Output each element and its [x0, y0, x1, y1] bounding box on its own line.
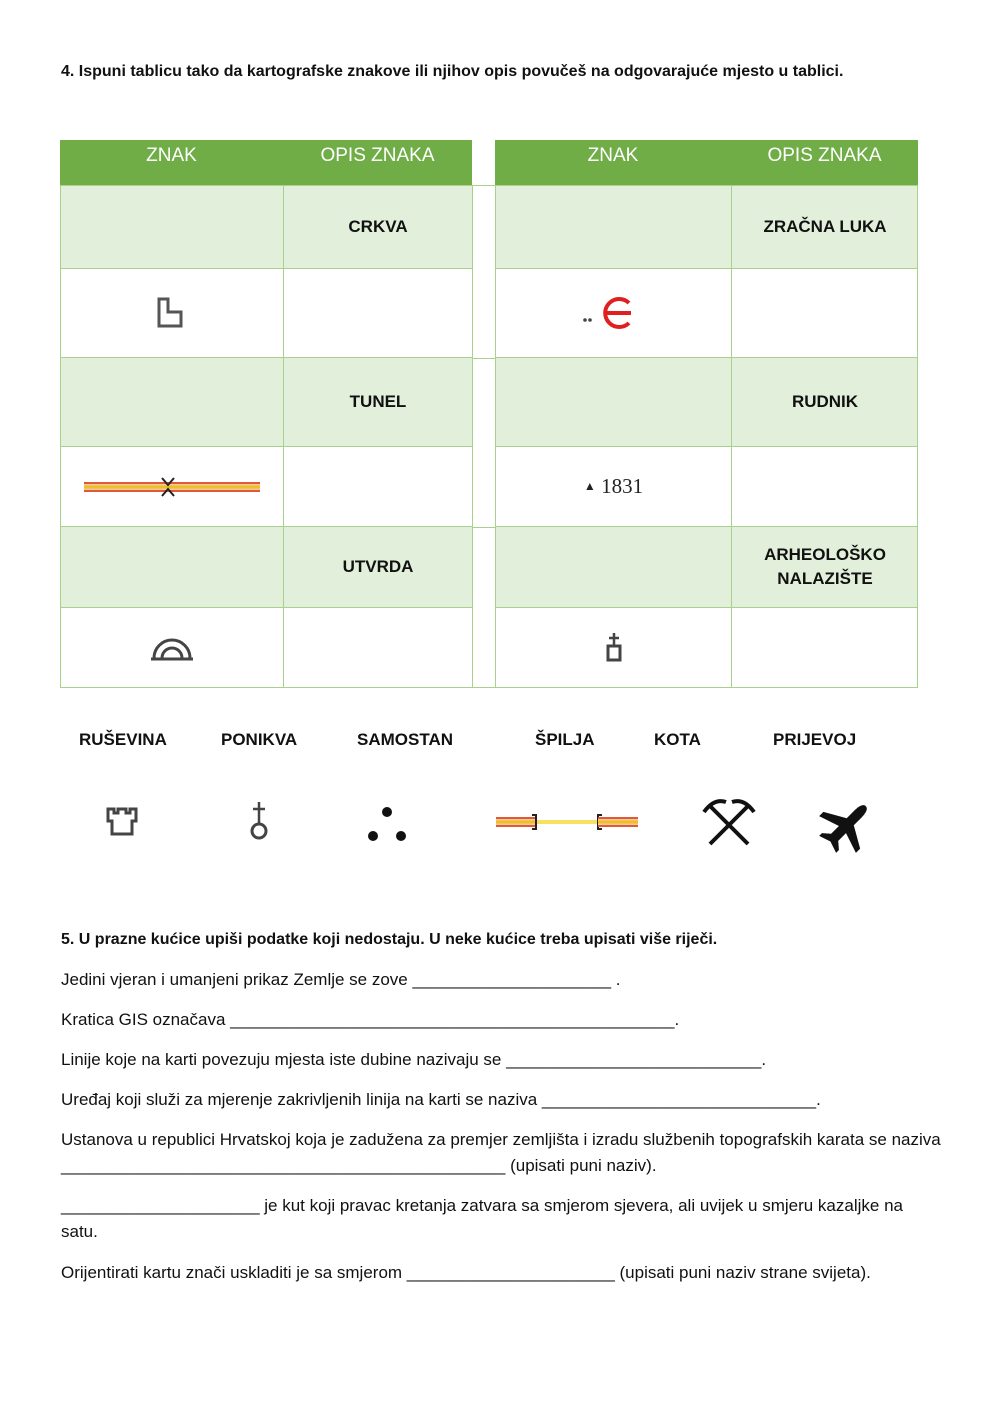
- mine-icon[interactable]: [702, 798, 756, 848]
- airplane-icon[interactable]: [818, 796, 874, 856]
- sign-cell-pass-road[interactable]: [60, 447, 283, 527]
- triangle-icon: ▲: [583, 479, 596, 493]
- header-gap: [472, 140, 495, 185]
- column-gap: [472, 527, 495, 608]
- column-gap: [472, 185, 495, 269]
- cave-icon[interactable]: [150, 634, 194, 662]
- header-znak-right: ZNAK: [495, 140, 731, 185]
- task4-title: 4. Ispuni tablicu tako da kartografske znakove ili njihov opis povučeš na odgovarajuće mjesto u tablici.: [61, 63, 844, 80]
- description-cell[interactable]: ARHEOLOŠKO NALAZIŠTE: [731, 527, 918, 608]
- description-cell[interactable]: TUNEL: [283, 358, 472, 447]
- sign-cell-ruin[interactable]: [60, 269, 283, 358]
- description-drop-cell[interactable]: [283, 608, 472, 688]
- tunnel-icon[interactable]: [496, 811, 638, 833]
- fill-sentence-4[interactable]: Uređaj koji služi za mjerenje zakrivljenih linija na karti se naziva _____________________________.: [61, 1090, 821, 1109]
- drag-label-ponikva[interactable]: PONIKVA: [221, 730, 298, 749]
- fill-sentence-6[interactable]: _____________________ je kut koji pravac kretanja zatvara sa smjerom sjevera, ali uvijek u smjeru kazaljke na satu.: [61, 1196, 903, 1241]
- description-cell[interactable]: ZRAČNA LUKA: [731, 185, 918, 269]
- drag-label-spilja[interactable]: ŠPILJA: [535, 730, 595, 749]
- spot-height-value: 1831: [601, 474, 644, 498]
- ruin-icon[interactable]: [155, 296, 189, 330]
- sign-cell-cave[interactable]: [60, 608, 283, 688]
- sign-drop-cell[interactable]: [495, 358, 731, 447]
- column-gap: [472, 608, 495, 688]
- sign-cell-spot-height[interactable]: [495, 447, 731, 527]
- church-icon[interactable]: [248, 800, 270, 842]
- column-gap: [472, 447, 495, 527]
- sign-cell-sinkhole[interactable]: [495, 269, 731, 358]
- description-cell[interactable]: RUDNIK: [731, 358, 918, 447]
- task5-title: 5. U prazne kućice upiši podatke koji nedostaju. U neke kućice treba upisati više riječi.: [61, 931, 718, 948]
- description-drop-cell[interactable]: [731, 447, 918, 527]
- sign-cell-monastery[interactable]: [495, 608, 731, 688]
- drag-label-prijevoj[interactable]: PRIJEVOJ: [773, 730, 857, 749]
- drag-label-samostan[interactable]: SAMOSTAN: [357, 730, 454, 749]
- sign-drop-cell[interactable]: [495, 185, 731, 269]
- sinkhole-icon[interactable]: [579, 293, 649, 333]
- fill-sentence-1[interactable]: Jedini vjeran i umanjeni prikaz Zemlje se zove _____________________ .: [61, 970, 621, 989]
- fill-sentence-2[interactable]: Kratica GIS označava _______________________________________________.: [61, 1010, 680, 1029]
- description-cell[interactable]: CRKVA: [283, 185, 472, 269]
- header-opis-right: OPIS ZNAKA: [731, 140, 918, 185]
- header-znak-left: ZNAK: [60, 140, 283, 185]
- column-gap: [472, 358, 495, 447]
- header-opis-left: OPIS ZNAKA: [283, 140, 472, 185]
- sign-drop-cell[interactable]: [60, 527, 283, 608]
- description-drop-cell[interactable]: [283, 269, 472, 358]
- symbols-table: [60, 140, 918, 688]
- description-drop-cell[interactable]: [731, 269, 918, 358]
- mountain-pass-road-icon[interactable]: [84, 475, 260, 499]
- fill-sentence-3[interactable]: Linije koje na karti povezuju mjesta iste dubine nazivaju se ___________________________.: [61, 1050, 767, 1069]
- sign-drop-cell[interactable]: [60, 358, 283, 447]
- spot-height-icon[interactable]: [584, 474, 643, 499]
- fill-sentence-7[interactable]: Orijentirati kartu znači uskladiti je sa smjerom ______________________ (upisati puni naziv strane svijeta).: [61, 1263, 871, 1282]
- archaeological-site-icon[interactable]: [364, 804, 410, 844]
- description-drop-cell[interactable]: [283, 447, 472, 527]
- drag-label-kota[interactable]: KOTA: [654, 730, 701, 749]
- fortress-icon[interactable]: [105, 806, 139, 838]
- description-drop-cell[interactable]: [731, 608, 918, 688]
- drag-label-rusevina[interactable]: RUŠEVINA: [79, 730, 167, 749]
- fill-sentence-5[interactable]: Ustanova u republici Hrvatskoj koja je zadužena za premjer zemljišta i izradu službenih topografskih karata se naziva _______________________________________________ (upisati puni naziv).: [61, 1130, 941, 1175]
- description-cell[interactable]: UTVRDA: [283, 527, 472, 608]
- sign-drop-cell[interactable]: [495, 527, 731, 608]
- column-gap: [472, 269, 495, 358]
- monastery-icon[interactable]: [604, 631, 624, 665]
- sign-drop-cell[interactable]: [60, 185, 283, 269]
